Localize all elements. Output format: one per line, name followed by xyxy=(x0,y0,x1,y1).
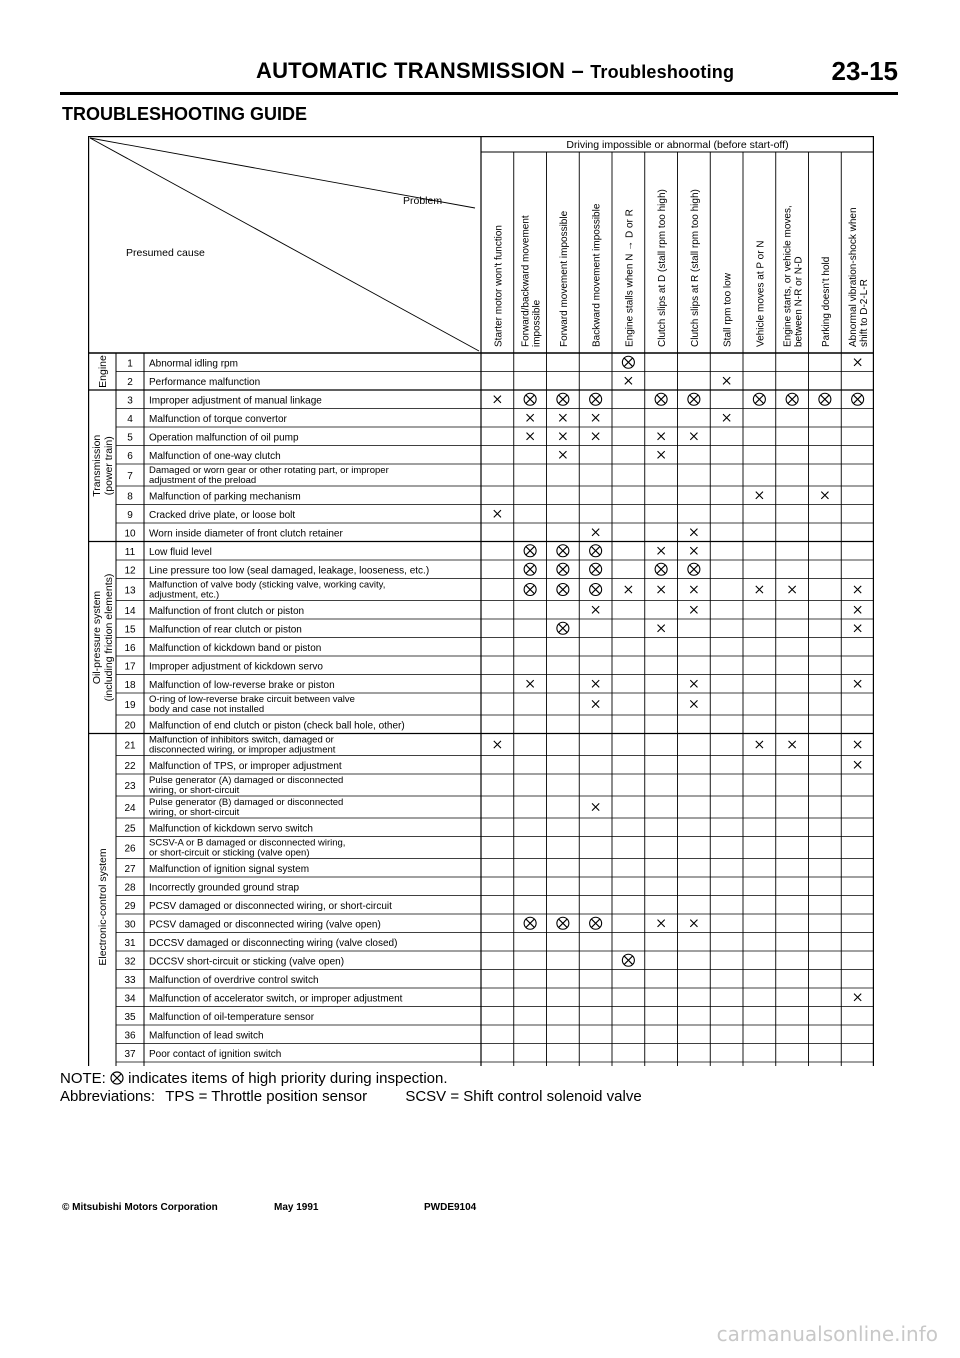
priority-mark xyxy=(821,395,829,403)
cross-mark xyxy=(658,451,665,458)
footer-code: PWDE9104 xyxy=(424,1202,477,1213)
priority-mark xyxy=(591,919,599,927)
priority-mark xyxy=(690,565,698,573)
priority-mark xyxy=(526,547,534,555)
priority-mark xyxy=(591,585,599,593)
group-label: Transmission xyxy=(91,434,103,497)
column-header-label: Engine starts, or vehicle moves, xyxy=(782,205,794,347)
cross-mark xyxy=(625,586,632,593)
row-number: 24 xyxy=(124,803,136,814)
row-cause: Poor contact of ignition switch xyxy=(149,1048,282,1060)
row-cause: or short-circuit or sticking (valve open) xyxy=(149,847,310,859)
cross-mark xyxy=(559,414,566,421)
row-number: 33 xyxy=(124,974,136,986)
row-cause: Damaged or worn gear or other rotating part, or improper xyxy=(149,465,389,476)
row-cause: Improper adjustment of kickdown servo xyxy=(149,661,323,673)
row-cause: Malfunction of inhibitors switch, damaged or xyxy=(149,734,334,746)
row-number: 35 xyxy=(124,1011,136,1023)
cross-mark xyxy=(592,680,599,687)
cross-mark xyxy=(527,414,534,421)
priority-mark xyxy=(559,585,567,593)
group-label: Oil-pressure system xyxy=(91,590,103,685)
column-header-label: Clutch slips at D (stall rpm too high) xyxy=(657,189,669,347)
priority-mark xyxy=(526,919,534,927)
note-prefix: NOTE: xyxy=(60,1070,111,1087)
priority-mark xyxy=(559,624,567,632)
column-header-label: Parking doesn't hold xyxy=(820,256,832,347)
cross-mark xyxy=(690,529,697,536)
group-label: Electronic-control system xyxy=(97,848,109,966)
priority-mark xyxy=(853,395,861,403)
row-cause: Pulse generator (B) damaged or disconnected xyxy=(149,797,344,808)
column-header-label: Engine stalls when N → D or R xyxy=(624,209,636,347)
row-number: 29 xyxy=(124,900,136,912)
row-number: 11 xyxy=(124,546,136,558)
cross-mark xyxy=(559,433,566,440)
row-number: 5 xyxy=(127,432,133,444)
row-cause: Malfunction of accelerator switch, or improper adjustment xyxy=(149,993,403,1005)
row-number: 4 xyxy=(127,413,133,425)
column-header-label: Forward/backward movement xyxy=(520,215,532,347)
priority-mark xyxy=(657,395,665,403)
row-cause: DCCSV damaged or disconnecting wiring (valve closed) xyxy=(149,937,398,949)
row-cause: wiring, or short-circuit xyxy=(149,807,240,818)
row-number: 18 xyxy=(124,679,136,691)
cross-mark xyxy=(854,625,861,632)
row-number: 3 xyxy=(127,395,133,407)
row-number: 36 xyxy=(124,1030,136,1042)
row-number: 1 xyxy=(127,358,133,370)
cross-mark xyxy=(690,606,697,613)
cross-mark xyxy=(690,586,697,593)
row-cause: Pulse generator (A) damaged or disconnected xyxy=(149,775,344,786)
row-cause: Operation malfunction of oil pump xyxy=(149,432,299,444)
column-header-label: Vehicle moves at P or N xyxy=(755,240,767,347)
header-dash: – xyxy=(565,58,591,83)
abbreviation-tps: TPS = Throttle position sensor xyxy=(165,1088,368,1105)
column-header-label: Stall rpm too low xyxy=(722,273,734,347)
row-number: 23 xyxy=(124,781,136,792)
cross-mark xyxy=(854,761,861,768)
abbreviations-label: Abbreviations: xyxy=(60,1088,156,1105)
row-cause: wiring, or short-circuit xyxy=(149,785,240,796)
cross-mark xyxy=(690,700,697,707)
row-number: 13 xyxy=(124,585,136,597)
row-cause: Cracked drive plate, or loose bolt xyxy=(149,509,296,521)
row-cause: Malfunction of ignition signal system xyxy=(149,863,310,875)
cross-mark xyxy=(592,606,599,613)
cross-mark xyxy=(854,586,861,593)
priority-mark xyxy=(559,395,567,403)
section-title: TROUBLESHOOTING GUIDE xyxy=(62,104,308,124)
cross-mark xyxy=(494,510,501,517)
row-cause: body and case not installed xyxy=(149,704,265,715)
row-cause: Malfunction of oil-temperature sensor xyxy=(149,1011,315,1023)
cross-mark xyxy=(756,586,763,593)
cross-mark xyxy=(854,741,861,748)
column-header-label: Abnormal vibration-shock when xyxy=(848,207,860,347)
corner-problem-label: Problem xyxy=(403,195,443,207)
cross-mark xyxy=(658,625,665,632)
row-cause: Incorrectly grounded ground strap xyxy=(149,882,300,894)
row-cause: SCSV-A or B damaged or disconnected wiring, xyxy=(149,837,346,849)
cross-mark xyxy=(658,920,665,927)
priority-mark xyxy=(526,395,534,403)
cross-mark xyxy=(789,586,796,593)
cross-mark xyxy=(494,396,501,403)
row-number: 28 xyxy=(124,882,136,894)
column-header-label: Forward movement impossible xyxy=(558,210,570,347)
header-title-text: AUTOMATIC TRANSMISSION xyxy=(256,58,566,83)
cross-mark xyxy=(690,920,697,927)
priority-mark xyxy=(591,547,599,555)
note-line xyxy=(60,1070,642,1088)
row-number: 2 xyxy=(127,376,133,388)
cross-mark xyxy=(854,680,861,687)
cross-mark xyxy=(592,433,599,440)
cross-mark xyxy=(723,414,730,421)
cross-mark xyxy=(625,377,632,384)
priority-mark xyxy=(690,395,698,403)
cross-mark xyxy=(723,377,730,384)
row-cause: Improper adjustment of manual linkage xyxy=(149,395,322,407)
priority-mark xyxy=(559,919,567,927)
column-header-label: Backward movement impossible xyxy=(591,203,603,347)
row-number: 8 xyxy=(127,491,133,503)
row-cause: Line pressure too low (seal damaged, leakage, looseness, etc.) xyxy=(149,565,430,577)
column-header-label: impossible xyxy=(531,299,543,347)
row-cause: Malfunction of parking mechanism xyxy=(149,491,301,503)
row-cause: O-ring of low-reverse brake circuit between valve xyxy=(149,694,355,705)
priority-mark xyxy=(624,358,632,366)
row-cause: Malfunction of front clutch or piston xyxy=(149,605,305,617)
abbreviation-scsv: SCSV = Shift control solenoid valve xyxy=(405,1088,642,1105)
cross-mark xyxy=(821,492,828,499)
cross-mark xyxy=(854,606,861,613)
row-cause: DCCSV short-circuit or sticking (valve open) xyxy=(149,956,345,968)
cross-mark xyxy=(658,547,665,554)
row-cause: Worn inside diameter of front clutch retainer xyxy=(149,528,343,540)
cross-mark xyxy=(527,433,534,440)
row-cause: Malfunction of TPS, or improper adjustment xyxy=(149,760,342,772)
column-header-label: Clutch slips at R (stall rpm too high) xyxy=(689,189,701,347)
page-title xyxy=(256,58,734,84)
page-header xyxy=(60,52,898,95)
row-number: 19 xyxy=(124,700,136,711)
cross-mark xyxy=(756,492,763,499)
priority-mark xyxy=(624,956,632,964)
page-number: 23-15 xyxy=(831,56,898,86)
row-cause: adjustment, etc.) xyxy=(149,589,220,601)
row-number: 9 xyxy=(127,509,133,521)
watermark: carmanualsonline.info xyxy=(716,1322,938,1346)
corner-diagonal xyxy=(90,138,479,351)
row-cause: disconnected wiring, or improper adjustment xyxy=(149,744,336,756)
footer-copyright: © Mitsubishi Motors Corporation xyxy=(62,1202,218,1213)
cross-mark xyxy=(690,433,697,440)
group-label: Engine xyxy=(97,355,109,388)
group-label: (including friction elements) xyxy=(103,573,115,702)
row-number: 20 xyxy=(124,720,136,732)
row-number: 30 xyxy=(124,919,136,931)
row-number: 14 xyxy=(124,605,136,617)
row-cause: PCSV damaged or disconnected wiring (valve open) xyxy=(149,919,381,931)
row-cause: Malfunction of rear clutch or piston xyxy=(149,624,302,636)
cross-mark xyxy=(494,741,501,748)
priority-mark xyxy=(788,395,796,403)
cross-mark xyxy=(658,433,665,440)
row-number: 37 xyxy=(124,1048,136,1060)
cross-mark xyxy=(527,680,534,687)
row-cause: Abnormal idling rpm xyxy=(149,358,238,370)
cross-mark xyxy=(789,741,796,748)
row-cause: Malfunction of end clutch or piston (check ball hole, other) xyxy=(149,720,405,732)
row-number: 32 xyxy=(124,956,136,968)
row-number: 16 xyxy=(124,642,136,654)
row-cause: Malfunction of kickdown band or piston xyxy=(149,642,322,654)
note-block xyxy=(60,1070,642,1106)
footer-date: May 1991 xyxy=(274,1202,319,1213)
header-subtitle: Troubleshooting xyxy=(590,62,735,82)
priority-mark xyxy=(657,565,665,573)
row-number: 25 xyxy=(124,823,136,835)
row-cause: PCSV damaged or disconnected wiring, or short-circuit xyxy=(149,900,392,912)
priority-mark xyxy=(591,395,599,403)
row-number: 34 xyxy=(124,993,136,1005)
cross-mark xyxy=(756,741,763,748)
row-cause: Malfunction of torque convertor xyxy=(149,413,287,425)
header-group-label: Driving impossible or abnormal (before start-off) xyxy=(566,139,789,151)
row-number: 7 xyxy=(127,471,133,482)
cross-mark xyxy=(690,547,697,554)
cross-mark xyxy=(559,451,566,458)
row-cause: Performance malfunction xyxy=(149,376,261,388)
cross-mark xyxy=(690,680,697,687)
row-number: 31 xyxy=(124,937,136,949)
column-header-label: shift to D-2-L-R xyxy=(859,279,871,347)
corner-cause-label: Presumed cause xyxy=(126,247,205,259)
row-number: 10 xyxy=(124,528,136,540)
row-cause: Low fluid level xyxy=(149,546,212,558)
row-cause: Malfunction of low-reverse brake or piston xyxy=(149,679,335,691)
abbreviations-line xyxy=(60,1088,642,1106)
cross-mark xyxy=(854,994,861,1001)
cross-mark xyxy=(658,586,665,593)
row-number: 6 xyxy=(127,450,133,462)
troubleshooting-table xyxy=(88,136,874,1066)
row-number: 26 xyxy=(124,843,136,855)
row-number: 21 xyxy=(124,740,136,752)
row-number: 12 xyxy=(124,565,136,577)
row-cause: Malfunction of lead switch xyxy=(149,1030,264,1042)
priority-mark xyxy=(526,585,534,593)
row-number: 15 xyxy=(124,624,136,636)
note-text: indicates items of high priority during inspection. xyxy=(124,1070,448,1087)
cross-mark xyxy=(592,803,599,810)
row-number: 22 xyxy=(124,760,136,772)
row-cause: Malfunction of valve body (sticking valve, working cavity, xyxy=(149,579,386,591)
cross-mark xyxy=(592,529,599,536)
column-header-label: between N-R or N-D xyxy=(793,256,805,347)
priority-mark xyxy=(526,565,534,573)
troubleshooting-table-svg xyxy=(88,136,874,1066)
row-cause: adjustment of the preload xyxy=(149,475,257,486)
priority-mark xyxy=(559,547,567,555)
priority-mark xyxy=(591,565,599,573)
cross-mark xyxy=(854,359,861,366)
priority-mark xyxy=(559,565,567,573)
row-number: 27 xyxy=(124,863,136,875)
cross-mark xyxy=(592,700,599,707)
priority-mark xyxy=(755,395,763,403)
cross-mark xyxy=(592,414,599,421)
row-cause: Malfunction of overdrive control switch xyxy=(149,974,319,986)
row-cause: Malfunction of one-way clutch xyxy=(149,450,281,462)
column-header-label: Starter motor won't function xyxy=(493,225,505,347)
row-cause: Malfunction of kickdown servo switch xyxy=(149,823,313,835)
row-number: 17 xyxy=(124,661,136,673)
group-label: (power train) xyxy=(103,436,115,496)
priority-symbol-icon xyxy=(110,1071,124,1085)
